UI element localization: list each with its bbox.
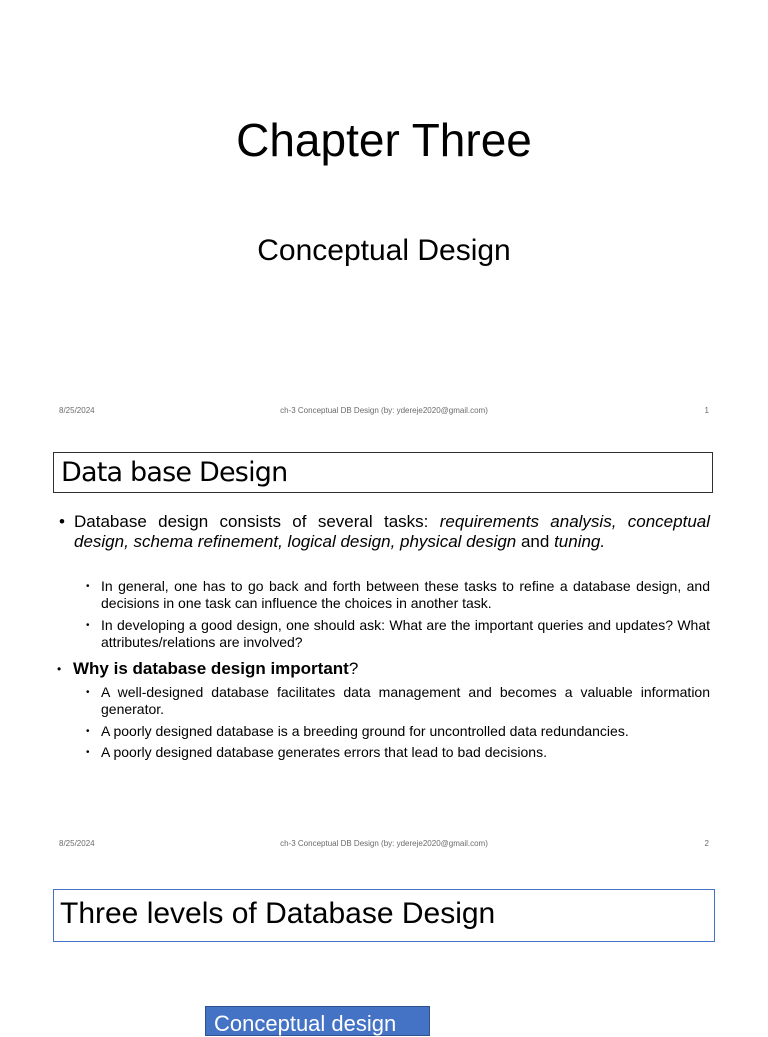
bullet-text: In developing a good design, one should ask: What are the important queries and updates? What attributes/relations are involved? xyxy=(101,617,710,650)
bullet-item xyxy=(57,659,708,679)
heading-box xyxy=(53,889,715,942)
footer-author: ch-3 Conceptual DB Design (by: ydereje2020@gmail.com) xyxy=(280,839,488,848)
slide-heading: Three levels of Database Design xyxy=(60,897,496,930)
bullet-item xyxy=(59,512,710,552)
slide-footer xyxy=(0,839,768,851)
sub-bullet-item xyxy=(86,684,710,718)
bullet-dot-icon: • xyxy=(86,687,90,698)
conceptual-design-box: Conceptual design xyxy=(205,1006,430,1036)
footer-date: 8/25/2024 xyxy=(59,406,95,415)
sub-bullet-item xyxy=(86,578,710,612)
footer-page-number: 1 xyxy=(704,406,709,415)
footer-date: 8/25/2024 xyxy=(59,839,95,848)
bullet-text: A poorly designed database generates errors that lead to bad decisions. xyxy=(101,744,547,760)
sub-bullet-item xyxy=(86,744,710,761)
slide-subtitle: Conceptual Design xyxy=(257,234,511,267)
bullet-dot-icon: • xyxy=(86,747,90,758)
bullet-dot-icon: • xyxy=(59,512,65,531)
slide-title: Chapter Three xyxy=(236,114,532,166)
bullet-dot-icon: • xyxy=(86,581,90,592)
bullet-dot-icon: • xyxy=(57,662,62,676)
sub-bullet-item xyxy=(86,617,710,651)
bullet-dot-icon: • xyxy=(86,726,90,737)
bullet-text: Why is database design important? xyxy=(73,659,359,678)
bullet-text: Database design consists of several tasks: requirements analysis, conceptual design, schema refinement, logical design, physical design and tuning. xyxy=(74,512,711,551)
bullet-dot-icon: • xyxy=(86,620,90,631)
slide-footer xyxy=(0,406,768,418)
footer-author: ch-3 Conceptual DB Design (by: ydereje2020@gmail.com) xyxy=(280,406,488,415)
bullet-text: A well-designed database facilitates data management and becomes a valuable information generator. xyxy=(101,684,710,717)
sub-bullet-item xyxy=(86,723,710,740)
bullet-text: A poorly designed database is a breeding ground for uncontrolled data redundancies. xyxy=(101,723,629,739)
bullet-text: In general, one has to go back and forth between these tasks to refine a database design, and decisions in one task can influence the choices in another task. xyxy=(101,578,710,611)
slide-heading: Data base Design xyxy=(61,457,288,488)
footer-page-number: 2 xyxy=(704,839,709,848)
heading-box xyxy=(53,452,713,493)
